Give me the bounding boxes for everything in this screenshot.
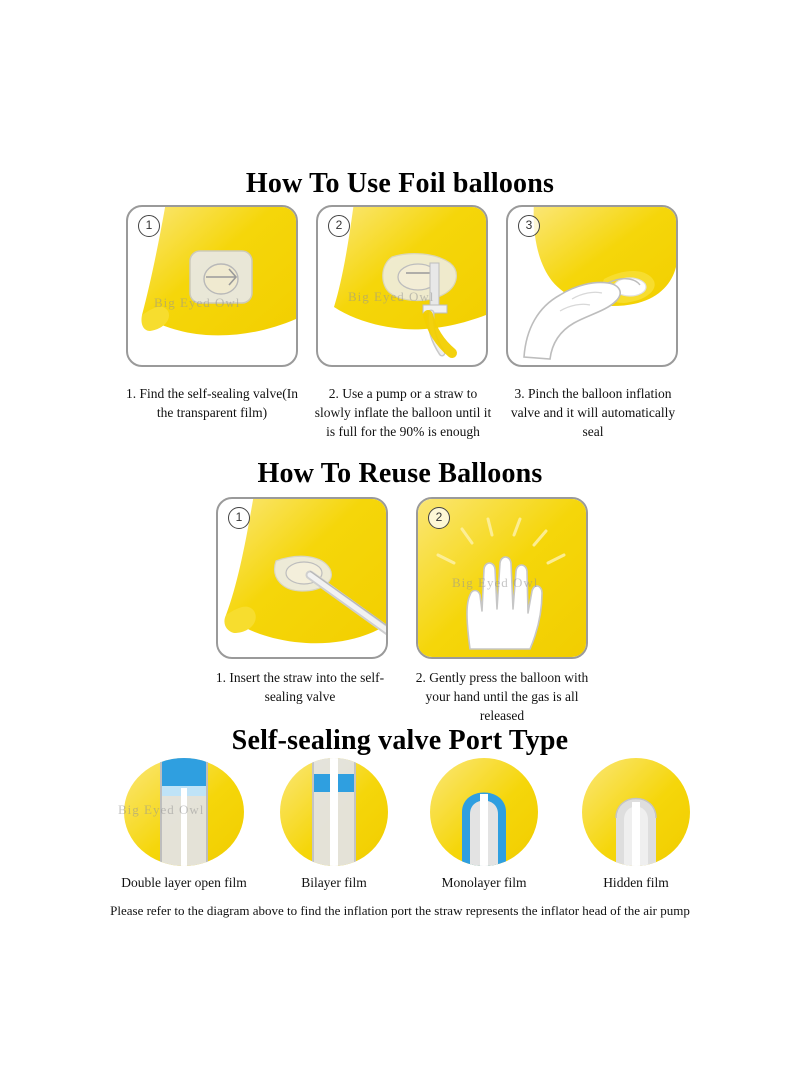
valve-label-1: Double layer open film	[121, 875, 247, 890]
valve-type-bilayer-film	[268, 758, 400, 866]
step-caption-3: 3. Pinch the balloon inflation valve and it will automatically seal	[510, 386, 676, 439]
section-title-valve-port-type: Self-sealing valve Port Type	[231, 725, 569, 756]
valve-type-monolayer-film	[418, 758, 550, 866]
reuse-card-press-balloon	[416, 497, 588, 659]
valve-label-2: Bilayer film	[301, 875, 367, 890]
reuse-badge-1: 1	[228, 507, 250, 529]
section-title-use-foil-balloons: How To Use Foil balloons	[245, 168, 555, 199]
hidden-film-illustration	[570, 758, 702, 866]
step-badge-3: 3	[518, 215, 540, 237]
step-badge-1: 1	[138, 215, 160, 237]
reuse-badge-2: 2	[428, 507, 450, 529]
step-card-inflate-balloon	[316, 205, 488, 367]
valve-type-hidden-film	[570, 758, 702, 866]
footnote-text: Please refer to the diagram above to find the inflation port the straw represents the inflator head of the air pump	[110, 903, 690, 918]
bilayer-film-illustration	[268, 758, 400, 866]
reuse-caption-1: 1. Insert the straw into the self-sealing valve	[215, 670, 385, 704]
valve-type-double-layer-open-film	[108, 758, 260, 866]
valve-label-4: Hidden film	[603, 875, 669, 890]
reuse-card-insert-straw	[216, 497, 388, 659]
reuse-caption-2: 2. Gently press the balloon with your hand until the gas is all released	[415, 670, 589, 723]
step-caption-1: 1. Find the self-sealing valve(In the transparent film)	[125, 386, 299, 420]
watermark-4: Big Eyed Owl	[118, 802, 205, 817]
step-caption-2: 2. Use a pump or a straw to slowly inflate the balloon until it is full for the 90% is enough	[314, 386, 492, 439]
step-card-pinch-valve	[506, 205, 678, 367]
valve-label-3: Monolayer film	[441, 875, 527, 890]
watermark-3: Big Eyed Owl	[452, 575, 539, 590]
watermark-1: Big Eyed Owl	[154, 295, 241, 310]
section-title-reuse-balloons: How To Reuse Balloons	[257, 458, 543, 489]
watermark-2: Big Eyed Owl	[348, 289, 435, 304]
step-badge-2: 2	[328, 215, 350, 237]
monolayer-film-illustration	[418, 758, 550, 866]
step-card-find-valve	[126, 205, 298, 367]
double-layer-open-film-illustration	[108, 758, 260, 866]
